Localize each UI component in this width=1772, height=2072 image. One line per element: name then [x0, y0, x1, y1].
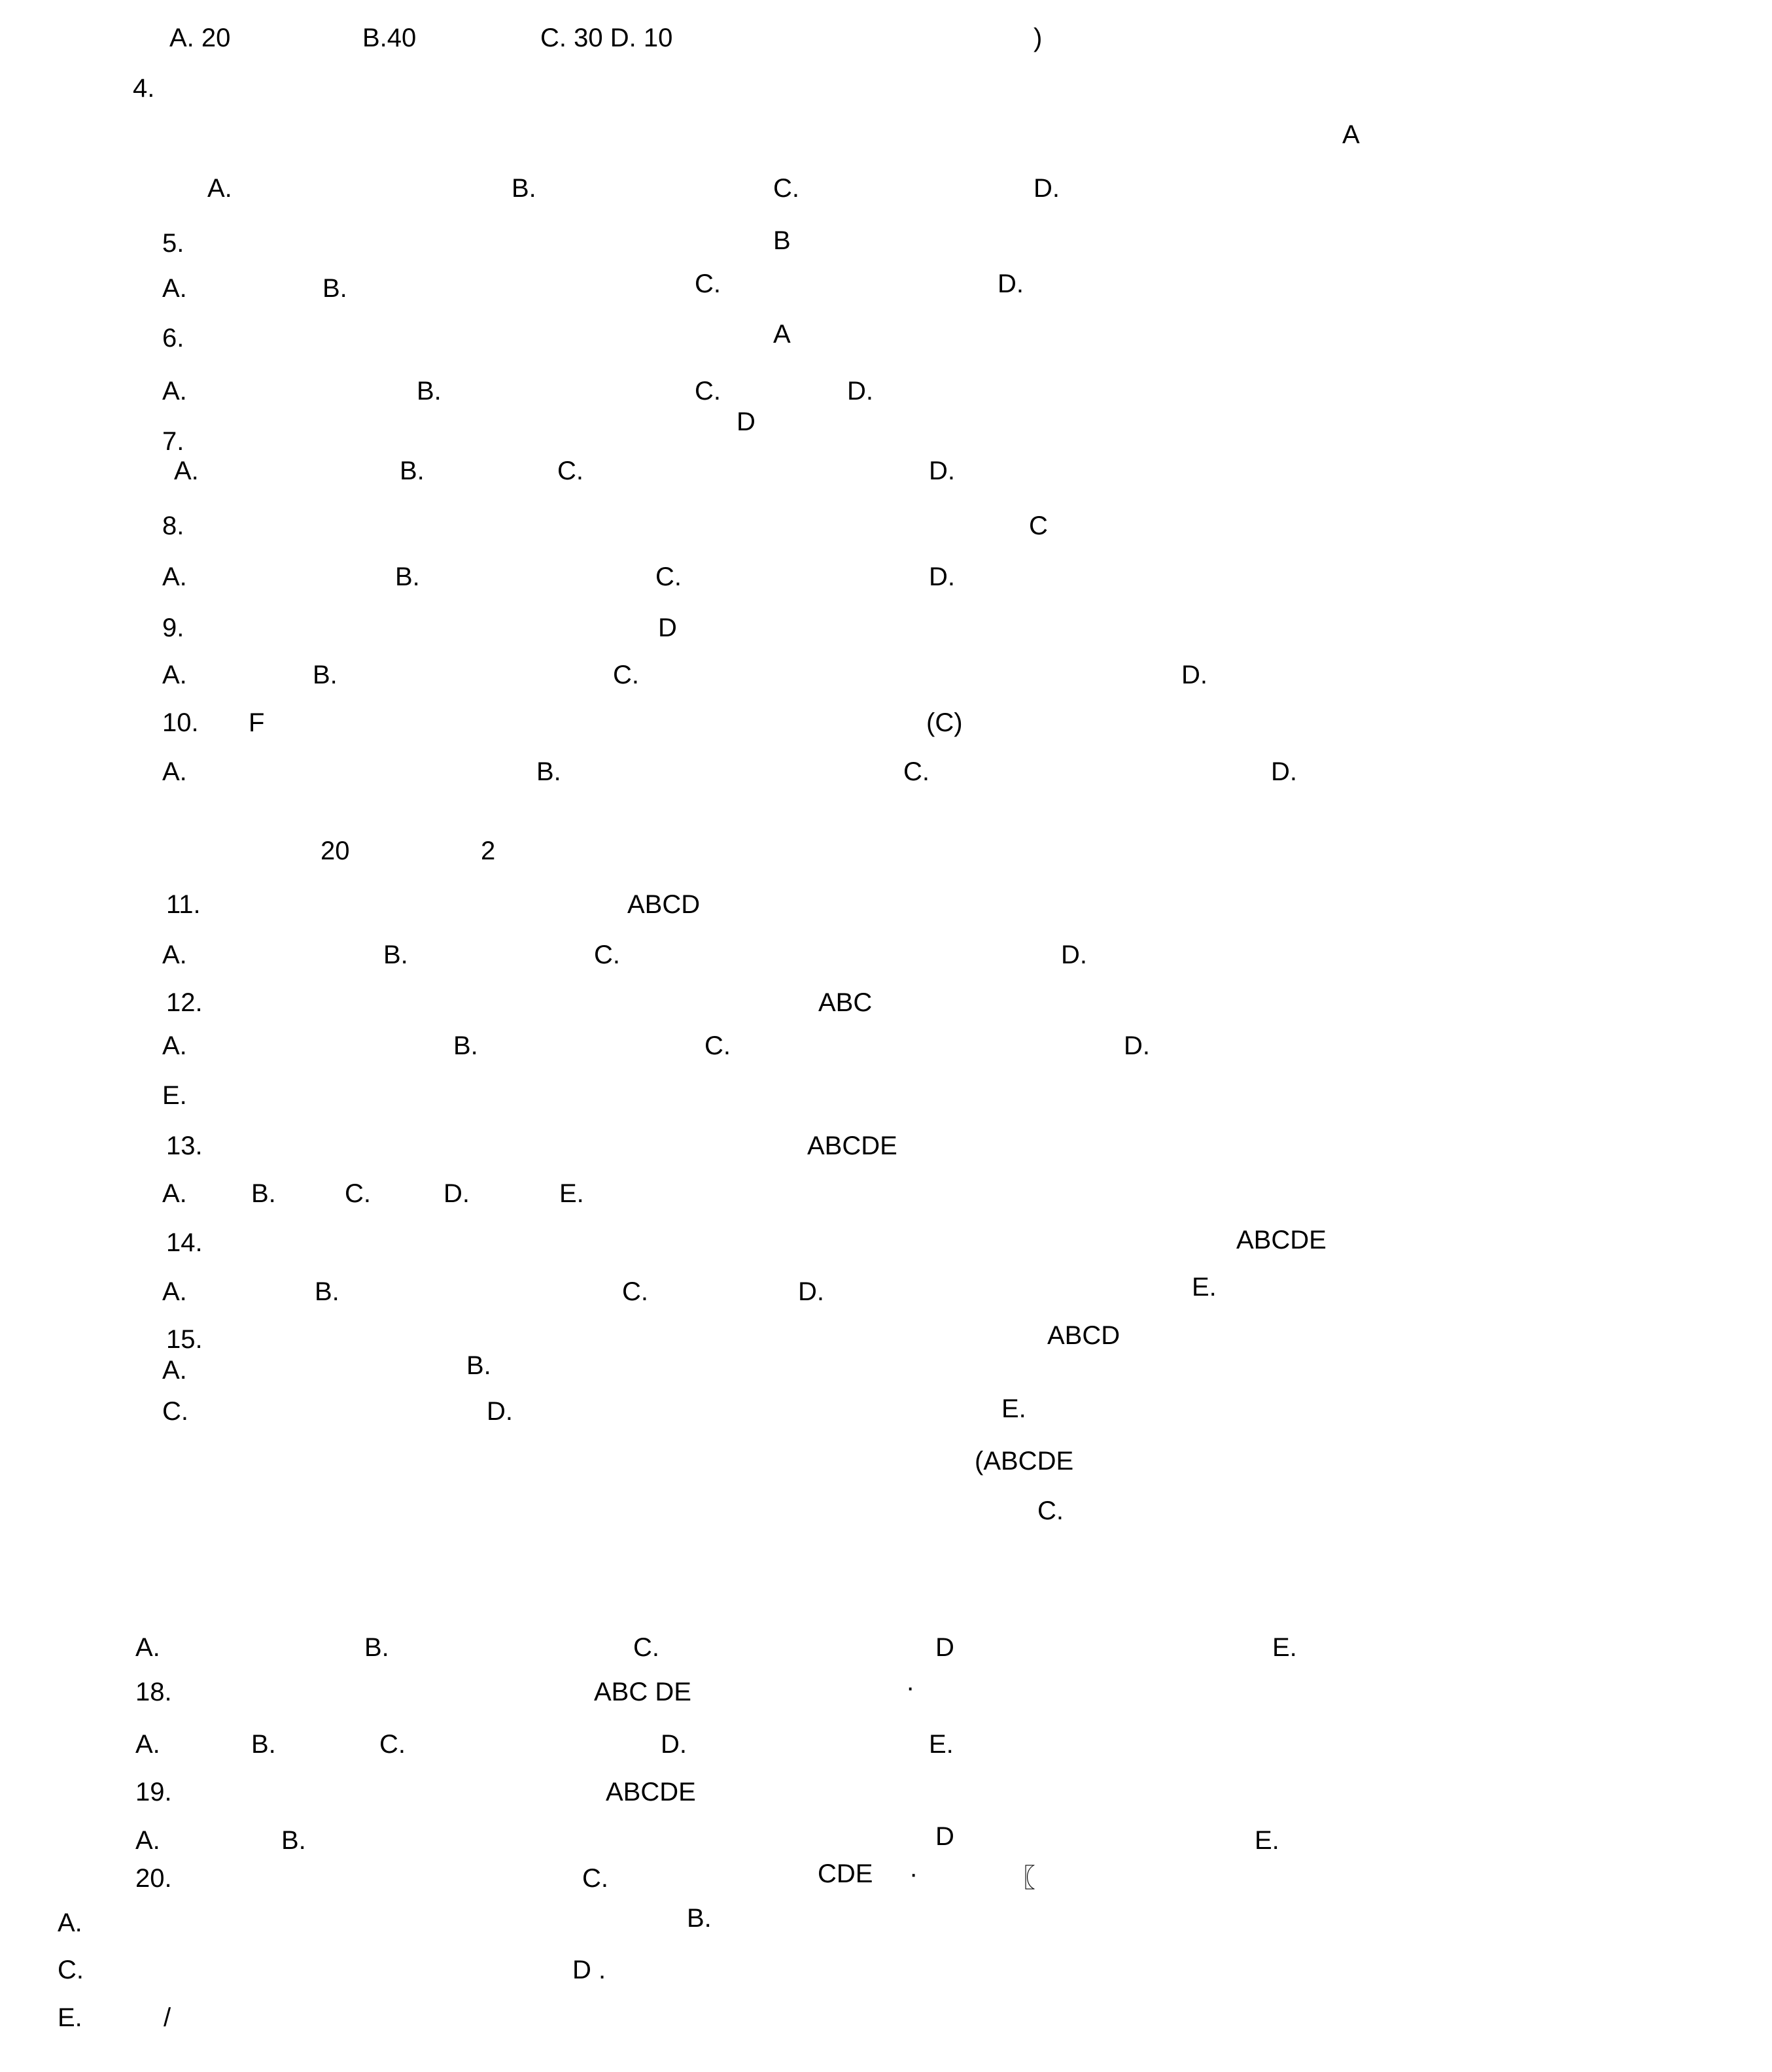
text-token: C. — [594, 941, 620, 969]
text-token: B. — [313, 661, 338, 689]
text-token: 8. — [162, 511, 184, 540]
text-token: C. — [773, 174, 799, 203]
text-token: A. — [162, 661, 187, 689]
text-token: B — [773, 226, 791, 255]
text-token: E. — [1001, 1394, 1026, 1423]
text-token: D. — [1124, 1031, 1150, 1060]
text-token: A. — [58, 1908, 82, 1937]
text-token: 20 — [321, 837, 350, 865]
text-token: D . — [572, 1956, 606, 1984]
text-token: E. — [162, 1081, 187, 1110]
text-token: E. — [559, 1179, 584, 1208]
text-token: D — [935, 1633, 954, 1662]
text-token: B. — [417, 377, 442, 406]
text-token: B. — [512, 174, 536, 203]
text-token: D. — [847, 377, 873, 406]
text-token: C. — [582, 1864, 608, 1893]
text-token: D. — [1271, 757, 1297, 786]
text-token: A. 20 — [169, 24, 231, 52]
text-token: ABC DE — [594, 1678, 691, 1706]
text-token: C. — [379, 1730, 406, 1759]
text-token: C. — [622, 1277, 648, 1306]
text-token: E. — [929, 1730, 954, 1759]
text-token: A. — [207, 174, 232, 203]
text-token: C — [1029, 511, 1048, 540]
text-token: C. — [613, 661, 639, 689]
text-token: C. — [345, 1179, 371, 1208]
text-token: B. — [453, 1031, 478, 1060]
text-token: D. — [443, 1179, 470, 1208]
text-token: C. — [903, 757, 929, 786]
text-token: ABCDE — [807, 1131, 897, 1160]
text-token: C. 30 D. 10 — [540, 24, 673, 52]
text-token: 11. — [166, 890, 201, 919]
text-token: C. — [633, 1633, 659, 1662]
text-token: D — [737, 407, 756, 436]
text-token: 9. — [162, 613, 184, 642]
text-token: A. — [162, 562, 187, 591]
text-token: 2 — [481, 837, 496, 865]
text-token: A. — [162, 274, 187, 303]
text-token: B. — [536, 757, 561, 786]
text-token: B. — [687, 1904, 712, 1933]
text-token: D. — [798, 1277, 824, 1306]
text-token: B. — [466, 1351, 491, 1380]
text-token: A. — [135, 1826, 160, 1855]
text-token: A. — [162, 757, 187, 786]
text-token: ABCD — [1047, 1321, 1121, 1350]
text-token: A. — [135, 1730, 160, 1759]
text-token: A. — [162, 1356, 187, 1385]
text-token: C. — [695, 269, 721, 298]
text-token: B. — [251, 1730, 276, 1759]
text-token: C. — [557, 457, 583, 485]
text-token: D. — [1061, 941, 1087, 969]
text-token: D — [658, 613, 677, 642]
text-token: · — [909, 1859, 918, 1888]
text-token: A. — [174, 457, 199, 485]
text-token: A — [1342, 120, 1360, 149]
text-token: B. — [315, 1277, 339, 1306]
text-token: D. — [1034, 174, 1060, 203]
text-token: CDE — [818, 1859, 873, 1888]
text-token: B. — [400, 457, 425, 485]
text-token: C. — [1037, 1496, 1064, 1525]
text-token: B. — [251, 1179, 276, 1208]
text-token: C. — [655, 562, 682, 591]
text-token: F — [249, 708, 265, 737]
text-token: D. — [661, 1730, 687, 1759]
text-token: 12. — [166, 988, 203, 1017]
text-token: · — [906, 1673, 915, 1702]
text-token: ABCDE — [606, 1778, 696, 1806]
text-token: B. — [281, 1826, 306, 1855]
text-token: ABCD — [627, 890, 701, 919]
text-token: D — [935, 1822, 954, 1851]
text-token: D. — [929, 562, 955, 591]
text-token: (ABCDE — [975, 1447, 1074, 1476]
text-token: / — [164, 2003, 171, 2032]
text-token: 13. — [166, 1131, 203, 1160]
text-token: B.40 — [362, 24, 417, 52]
text-token: D. — [998, 269, 1024, 298]
text-token: ) — [1034, 24, 1043, 52]
text-token: 18. — [135, 1678, 172, 1706]
text-token: D. — [487, 1397, 513, 1426]
text-token: B. — [383, 941, 408, 969]
text-token: B. — [395, 562, 420, 591]
text-token: A. — [162, 1277, 187, 1306]
text-token: 20. — [135, 1864, 172, 1893]
text-token: A. — [162, 1179, 187, 1208]
text-token: 15. — [166, 1325, 203, 1354]
text-token: 10. — [162, 708, 199, 737]
text-token: (C) — [926, 708, 963, 737]
text-token: 6. — [162, 324, 184, 353]
text-token: D. — [1181, 661, 1207, 689]
text-token: E. — [1192, 1273, 1217, 1302]
text-token: B. — [322, 274, 347, 303]
text-token: 7. — [162, 427, 184, 456]
text-token: A. — [162, 377, 187, 406]
text-token: ABC — [818, 988, 873, 1017]
text-token: 〖 — [1009, 1864, 1035, 1893]
text-token: C. — [162, 1397, 188, 1426]
text-token: 14. — [166, 1228, 203, 1257]
text-token: 4. — [133, 74, 155, 103]
text-token: E. — [1255, 1826, 1279, 1855]
text-token: A — [773, 320, 791, 349]
text-token: 5. — [162, 229, 184, 258]
text-token: C. — [58, 1956, 84, 1984]
text-token: A. — [135, 1633, 160, 1662]
text-token: B. — [364, 1633, 389, 1662]
text-token: A. — [162, 1031, 187, 1060]
text-token: C. — [695, 377, 721, 406]
text-token: ABCDE — [1236, 1226, 1327, 1254]
text-token: E. — [58, 2003, 82, 2032]
text-token: C. — [704, 1031, 731, 1060]
text-token: 19. — [135, 1778, 172, 1806]
text-token: E. — [1272, 1633, 1297, 1662]
text-token: D. — [929, 457, 955, 485]
text-token: A. — [162, 941, 187, 969]
